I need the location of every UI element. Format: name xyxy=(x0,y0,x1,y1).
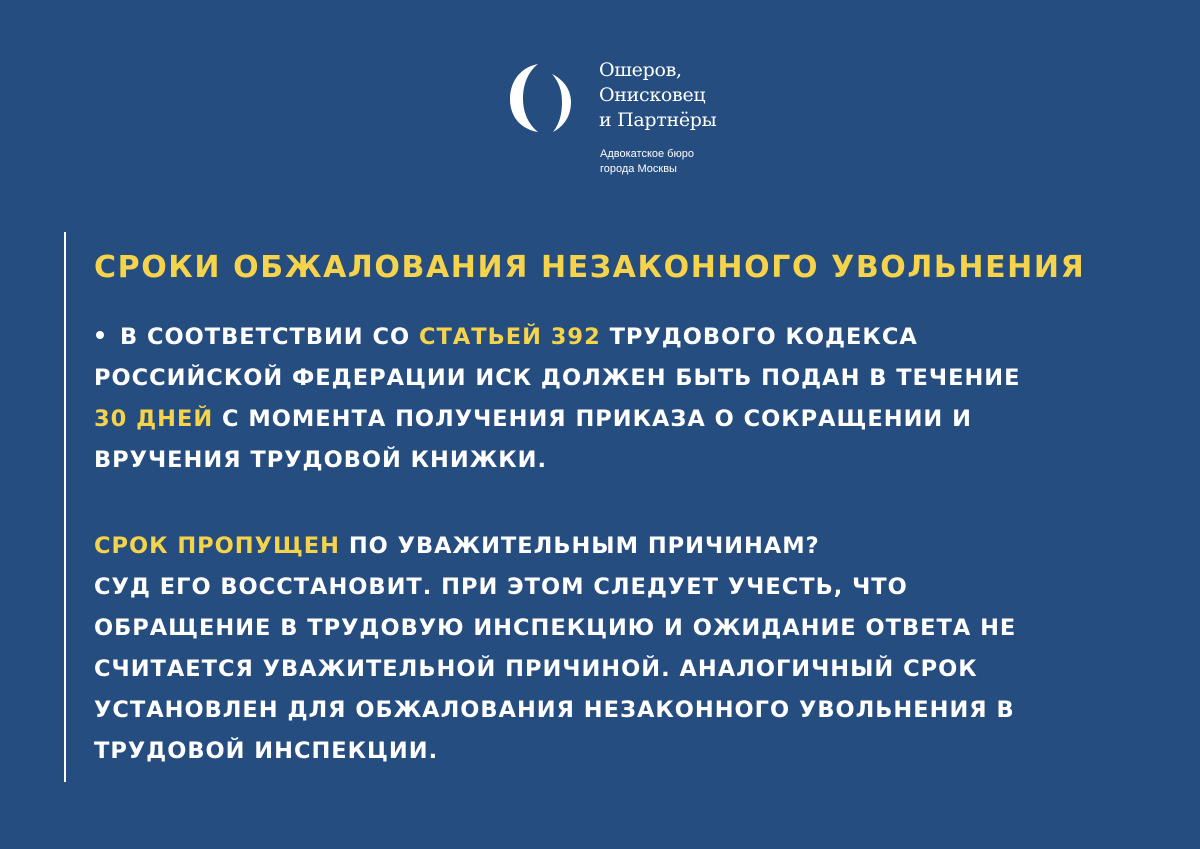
main-content xyxy=(94,248,1174,772)
company-subtitle-line: Адвокатское бюро xyxy=(600,148,694,160)
paragraph-line xyxy=(94,526,1174,567)
text-segment: ПО УВАЖИТЕЛЬНЫМ ПРИЧИНАМ? xyxy=(340,533,820,559)
company-name-line: Ошеров, xyxy=(599,59,682,81)
paragraph-missed-deadline xyxy=(94,526,1174,772)
vertical-divider xyxy=(64,232,66,782)
company-name-line: Онисковец xyxy=(599,84,706,106)
highlight-30-days: 30 ДНЕЙ xyxy=(94,406,214,432)
company-name xyxy=(599,58,716,133)
company-name-line: и Партнёры xyxy=(599,109,717,131)
highlight-article: СТАТЬЕЙ 392 xyxy=(418,324,601,350)
bullet-dot-icon xyxy=(96,331,104,339)
text-segment: С МОМЕНТА ПОЛУЧЕНИЯ ПРИКАЗА О СОКРАЩЕНИИ И xyxy=(213,406,972,432)
paragraph-line: ТРУДОВОЙ ИНСПЕКЦИИ. xyxy=(94,738,439,764)
paragraph-line: РОССИЙСКОЙ ФЕДЕРАЦИИ ИСК ДОЛЖЕН БЫТЬ ПОДАН В ТЕЧЕНИЕ xyxy=(94,365,1021,391)
company-subtitle-line: города Москвы xyxy=(600,163,677,175)
paragraph-line: СЧИТАЕТСЯ УВАЖИТЕЛЬНОЙ ПРИЧИНОЙ. АНАЛОГИЧНЫЙ СРОК xyxy=(94,656,978,682)
paragraph-line: СУД ЕГО ВОССТАНОВИТ. ПРИ ЭТОМ СЛЕДУЕТ УЧЕСТЬ, ЧТО xyxy=(94,574,908,600)
company-logo xyxy=(508,58,738,178)
paragraph-line xyxy=(94,399,1174,440)
paragraph-line: УСТАНОВЛЕН ДЛЯ ОБЖАЛОВАНИЯ НЕЗАКОННОГО УВОЛЬНЕНИЯ В xyxy=(94,697,1015,723)
paragraph-article-392 xyxy=(94,317,1174,481)
highlight-missed-deadline: СРОК ПРОПУЩЕН xyxy=(94,533,341,559)
paragraph-line: ВРУЧЕНИЯ ТРУДОВОЙ КНИЖКИ. xyxy=(94,447,548,473)
company-subtitle xyxy=(600,147,694,177)
page-title: СРОКИ ОБЖАЛОВАНИЯ НЕЗАКОННОГО УВОЛЬНЕНИЯ xyxy=(94,250,1086,285)
text-segment: В СООТВЕТСТВИИ СО xyxy=(120,324,419,350)
text-segment: ТРУДОВОГО КОДЕКСА xyxy=(600,324,918,350)
stylized-o-logo-icon xyxy=(508,62,580,134)
paragraph-line: ОБРАЩЕНИЕ В ТРУДОВУЮ ИНСПЕКЦИЮ И ОЖИДАНИЕ ОТВЕТА НЕ xyxy=(94,615,1017,641)
paragraph-line xyxy=(94,317,1174,358)
